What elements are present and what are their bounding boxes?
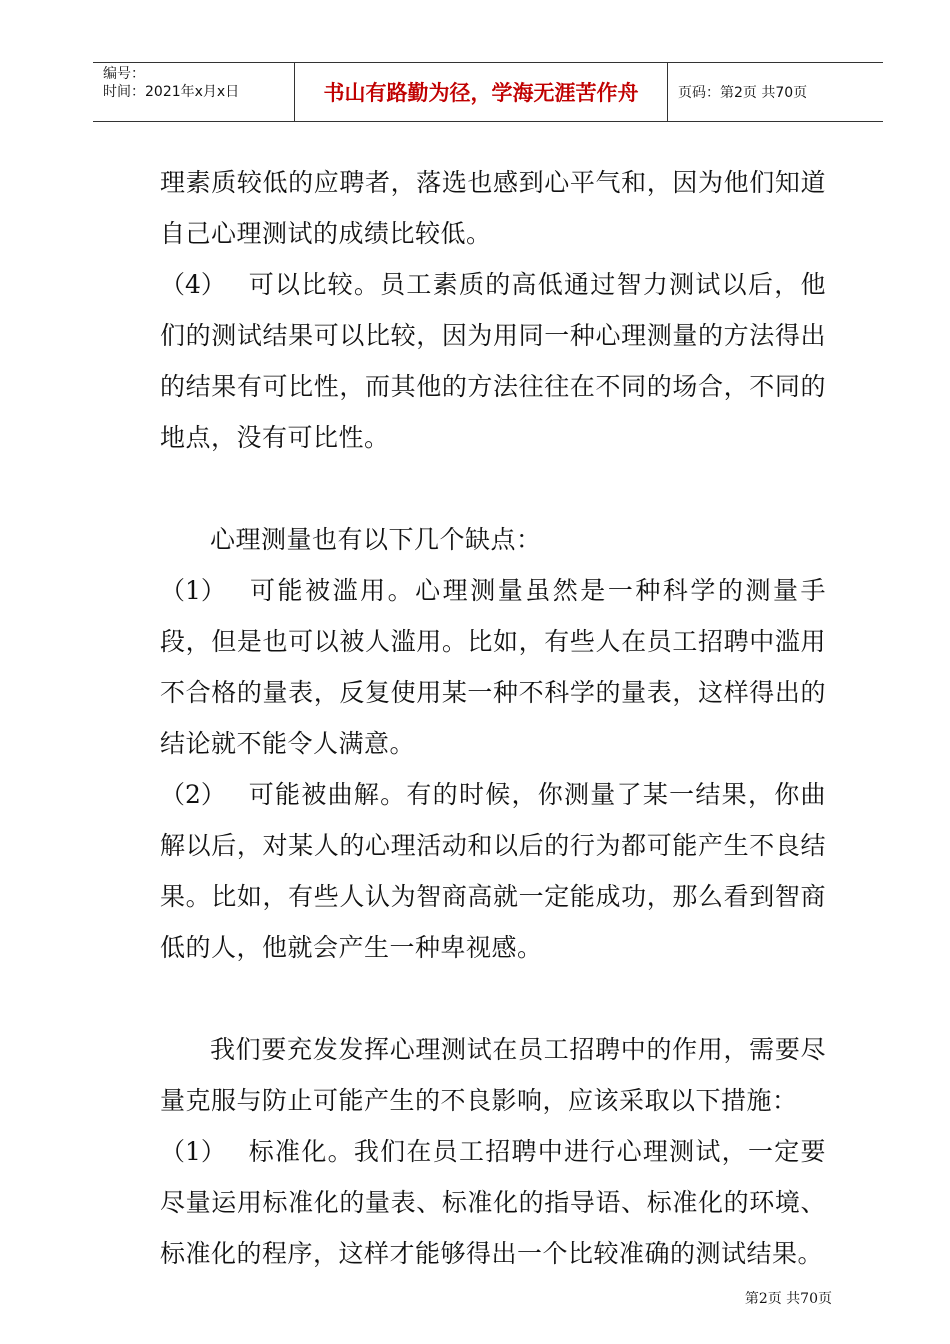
list-item-text: 可以比较。员工素质的高低通过智力测试以后，他们的测试结果可以比较，因为用同一种心理测量的方法得出的结果有可比性，而其他的方法往往在不同的场合，不同的地点，没有可比性。 [160,270,826,452]
list-item-number: （2） [160,780,226,809]
paragraph-measures-intro: 我们要充发发挥心理测试在员工招聘中的作用，需要尽量克服与防止可能产生的不良影响，应该采取以下措施： [160,1035,826,1115]
paragraph-gap [160,463,826,514]
header-meta [93,63,295,121]
list-item-text: 可能被滥用。心理测量虽然是一种科学的测量手段，但是也可以被人滥用。比如，有些人在员工招聘中滥用不合格的量表，反复使用某一种不科学的量表，这样得出的结论就不能令人满意。 [160,576,826,758]
header-motto: 书山有路勤为径，学海无涯苦作舟 [295,63,668,121]
list-item-number: （4） [160,270,226,299]
list-item-advantage-4 [160,259,826,463]
list-item-number: （1） [160,576,226,605]
paragraph-disadvantages-intro: 心理测量也有以下几个缺点： [210,525,542,554]
document-time: 时间：2021年x月x日 [103,84,240,100]
page-header [93,62,883,122]
list-item-measure-1 [160,1126,826,1279]
list-item-number: （1） [160,1137,226,1166]
list-item-text: 可能被曲解。有的时候，你测量了某一结果，你曲解以后，对某人的心理活动和以后的行为都可能产生不良结果。比如，有些人认为智商高就一定能成功，那么看到智商低的人，他就会产生一种卑视感。 [160,780,826,962]
page-footer: 第2页 共70页 [744,1291,832,1307]
document-body [160,157,826,1279]
header-page-number: 页码：第2页 共70页 [678,85,808,101]
document-number: 编号： [103,66,145,82]
list-item-disadvantage-2 [160,769,826,973]
paragraph-gap [160,973,826,1024]
list-item-disadvantage-1 [160,565,826,769]
list-item-text: 标准化。我们在员工招聘中进行心理测试，一定要尽量运用标准化的量表、标准化的指导语、标准化的环境、标准化的程序，这样才能够得出一个比较准确的测试结果。 [160,1137,826,1268]
paragraph-continued: 理素质较低的应聘者，落选也感到心平气和，因为他们知道自己心理测试的成绩比较低。 [160,168,826,248]
